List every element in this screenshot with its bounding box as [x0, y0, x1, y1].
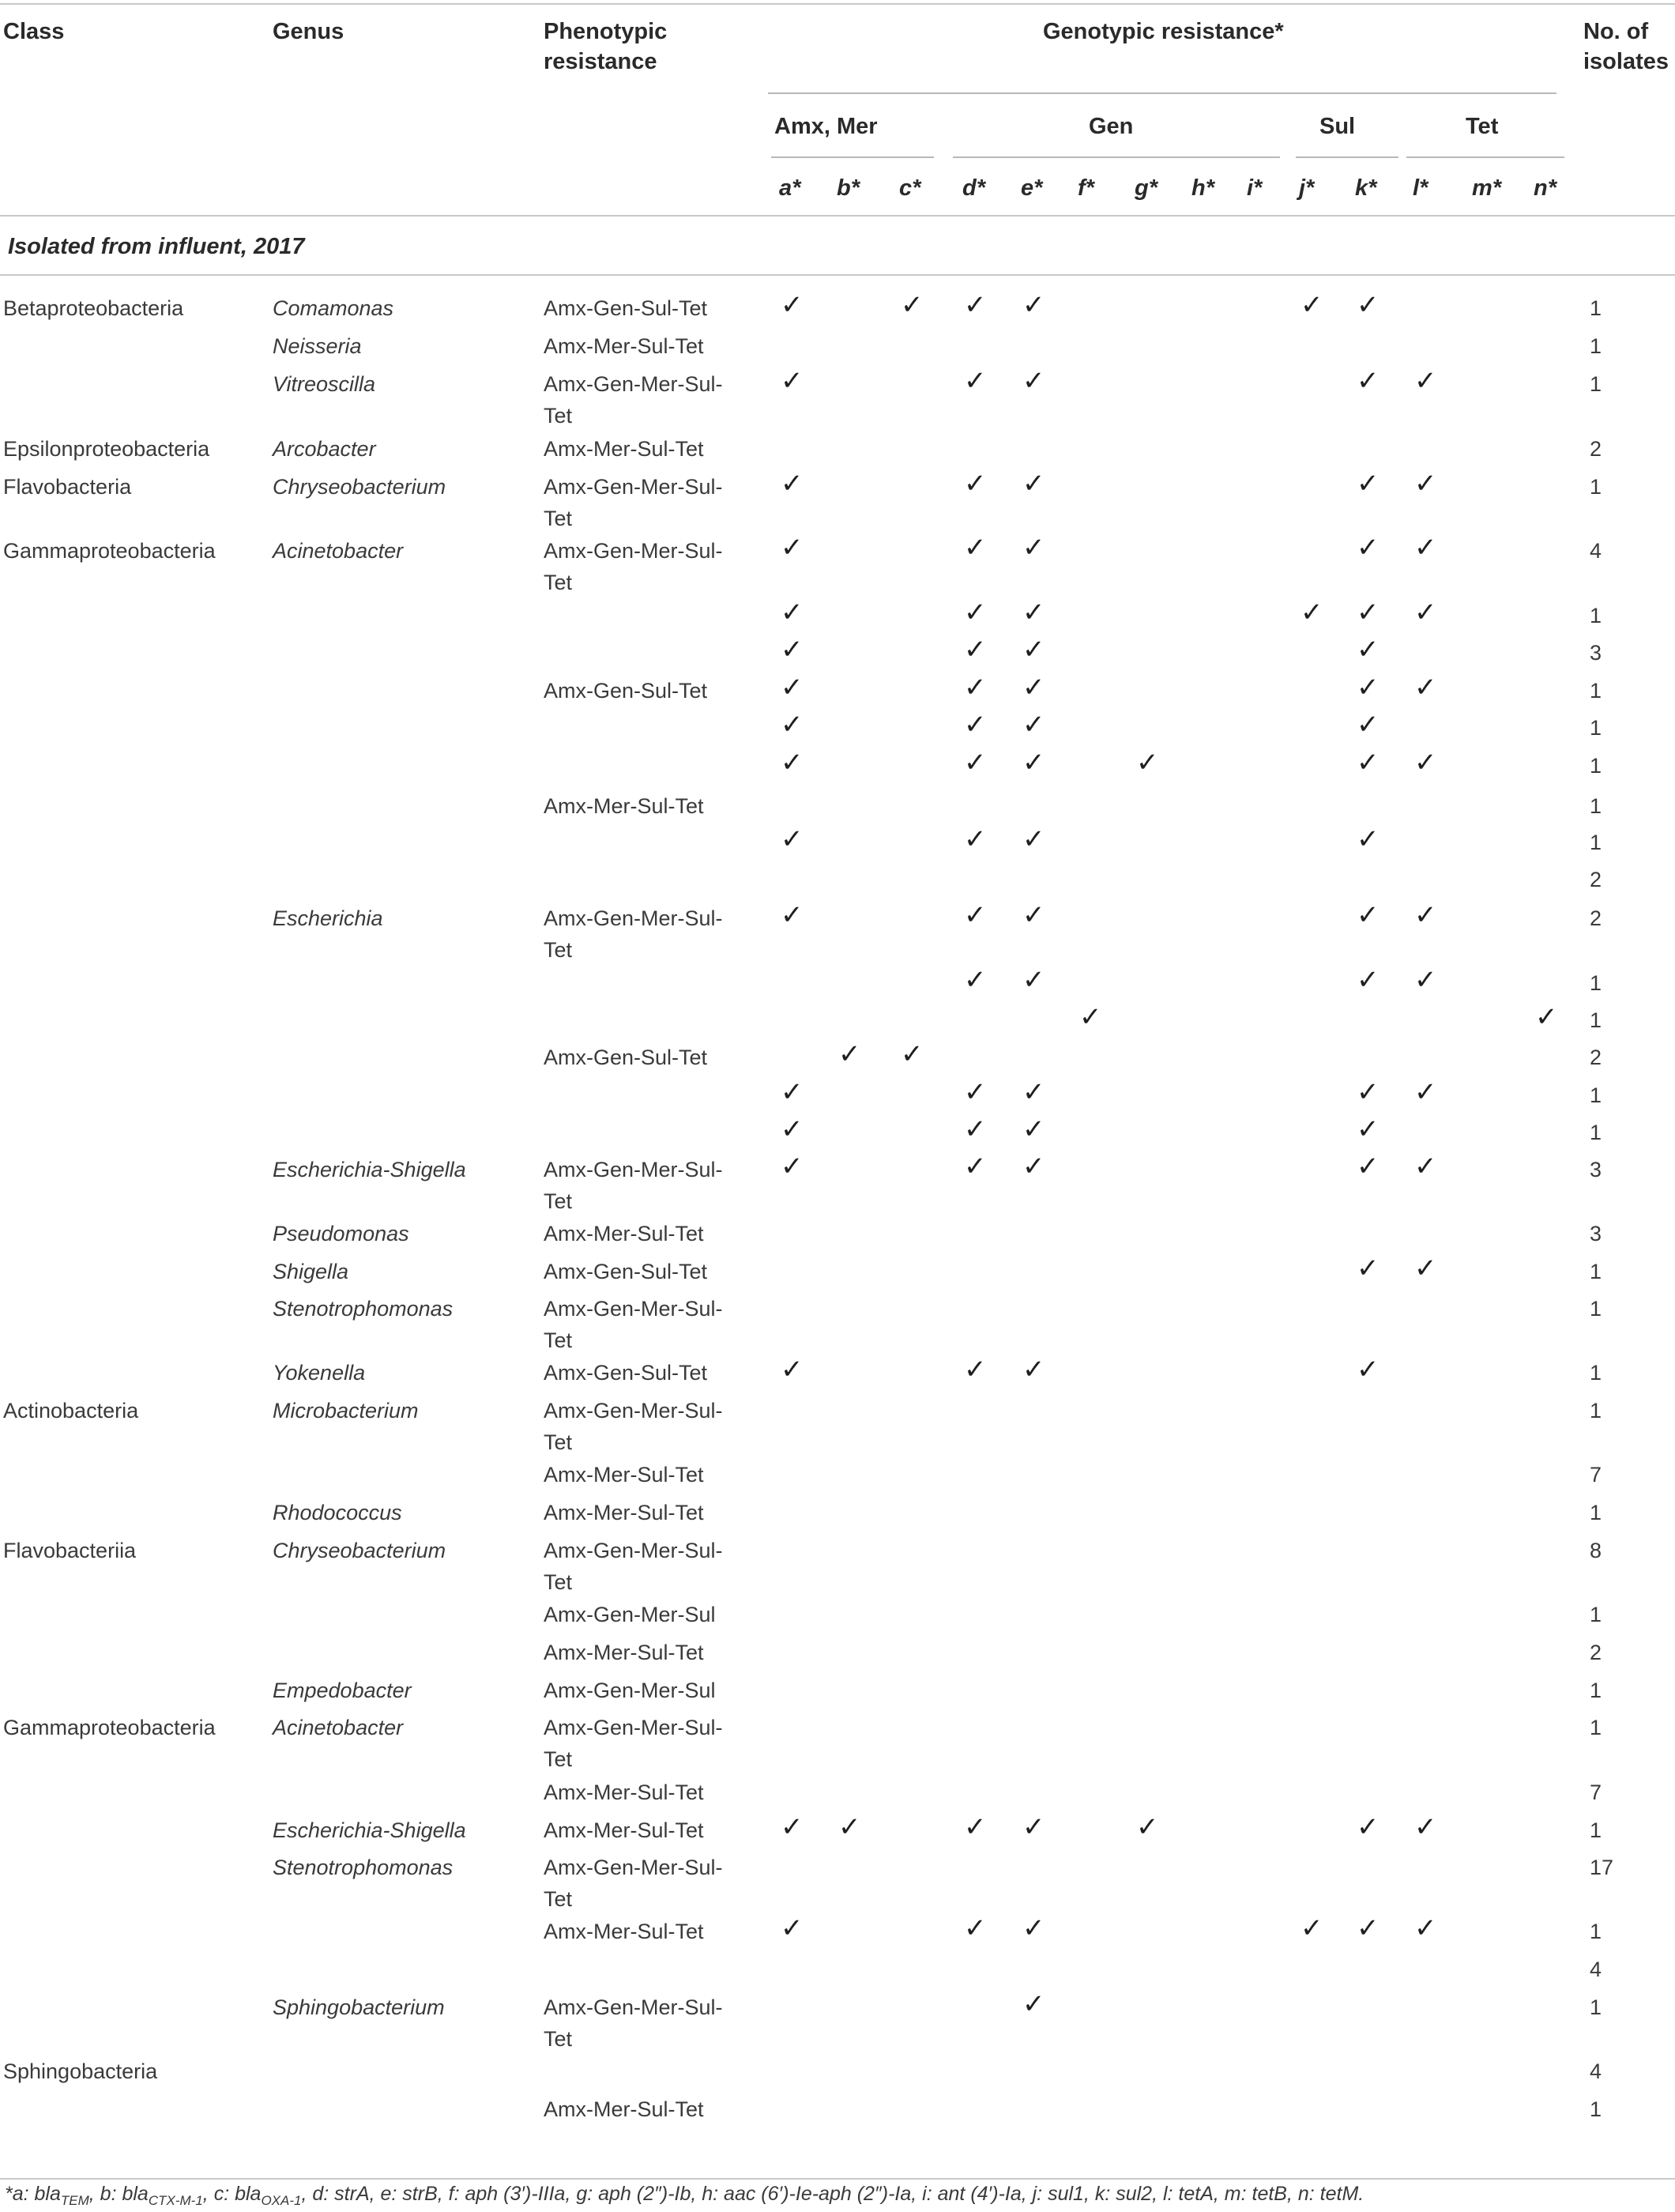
check-mark-c: ✓: [901, 1039, 924, 1069]
check-mark-a: ✓: [781, 1913, 804, 1943]
row-phenotype: Amx-Gen-Mer-Sul-: [544, 1399, 723, 1423]
row-isolate-count: 1: [1590, 1121, 1602, 1144]
group-underline-amx-mer: [771, 156, 934, 158]
check-mark-g: ✓: [1136, 1812, 1159, 1842]
check-mark-a: ✓: [781, 1355, 804, 1385]
gene-header-l: l*: [1413, 175, 1428, 201]
row-genus: Chryseobacterium: [273, 1539, 446, 1562]
row-isolate-count: 2: [1590, 868, 1602, 891]
group-sul: Sul: [1319, 114, 1356, 139]
row-phenotype: Amx-Mer-Sul-Tet: [544, 334, 704, 358]
check-mark-d: ✓: [964, 1114, 987, 1144]
row-isolate-count: 1: [1590, 1260, 1602, 1283]
check-mark-e: ✓: [1022, 1077, 1045, 1107]
check-mark-d: ✓: [964, 597, 987, 627]
check-mark-n: ✓: [1535, 1002, 1558, 1032]
row-phenotype: Amx-Gen-Mer-Sul-: [544, 1158, 723, 1181]
check-mark-k: ✓: [1357, 1913, 1380, 1943]
row-isolate-count: 8: [1590, 1539, 1602, 1562]
row-genus: Escherichia-Shigella: [273, 1818, 466, 1842]
check-mark-l: ✓: [1414, 366, 1437, 396]
row-genus: Empedobacter: [273, 1679, 412, 1702]
check-mark-d: ✓: [964, 533, 987, 563]
check-mark-k: ✓: [1357, 1077, 1380, 1107]
row-class: Gammaproteobacteria: [3, 539, 216, 563]
row-phenotype: Tet: [544, 1328, 573, 1352]
check-mark-l: ✓: [1414, 533, 1437, 563]
row-isolate-count: 3: [1590, 641, 1602, 665]
row-isolate-count: 1: [1590, 971, 1602, 995]
row-phenotype: Amx-Mer-Sul-Tet: [544, 1920, 704, 1943]
gene-header-k: k*: [1355, 175, 1377, 201]
check-mark-k: ✓: [1357, 1114, 1380, 1144]
group-underline-sul: [1296, 156, 1398, 158]
row-phenotype: Amx-Mer-Sul-Tet: [544, 1818, 704, 1842]
row-isolate-count: 1: [1590, 716, 1602, 740]
check-mark-e: ✓: [1022, 635, 1045, 665]
row-class: Sphingobacteria: [3, 2059, 158, 2083]
check-mark-a: ✓: [781, 1077, 804, 1107]
header-bottom-rule: [0, 215, 1675, 217]
row-isolate-count: 1: [1590, 372, 1602, 396]
row-phenotype: Amx-Gen-Mer-Sul-: [544, 1716, 723, 1739]
section-label: Isolated from influent, 2017: [8, 234, 305, 259]
row-phenotype: Amx-Gen-Sul-Tet: [544, 1046, 708, 1069]
check-mark-k: ✓: [1357, 597, 1380, 627]
row-isolate-count: 7: [1590, 1463, 1602, 1487]
check-mark-a: ✓: [781, 748, 804, 778]
row-isolate-count: 1: [1590, 604, 1602, 627]
check-mark-k: ✓: [1357, 469, 1380, 499]
row-isolate-count: 17: [1590, 1856, 1614, 1879]
check-mark-e: ✓: [1022, 290, 1045, 320]
row-phenotype: Amx-Mer-Sul-Tet: [544, 1641, 704, 1664]
check-mark-j: ✓: [1300, 1913, 1323, 1943]
row-class: Betaproteobacteria: [3, 296, 184, 320]
section-rule: [0, 274, 1675, 276]
check-mark-c: ✓: [901, 290, 924, 320]
check-mark-a: ✓: [781, 824, 804, 854]
header-phenotypic-line2: resistance: [544, 49, 657, 74]
check-mark-d: ✓: [964, 366, 987, 396]
check-mark-k: ✓: [1357, 290, 1380, 320]
check-mark-d: ✓: [964, 748, 987, 778]
header-phenotypic-line1: Phenotypic: [544, 19, 668, 44]
gene-header-f: f*: [1078, 175, 1094, 201]
row-phenotype: Tet: [544, 1430, 573, 1454]
footnote: *a: bla$_{TEM}$, b: bla$_{CTX-M-1}$, c: bla$_{OXA-1}$, d: strA, e: strB, f: aph (3′)-IIIa, g: aph (2″)-Ib, h: aac (6′)-Ie-aph (2″)-Ia, i: ant (4′)-Ia, j: sul1, k: sul2, l: tetA, m: tetB, n: tetM.: [5, 2183, 1364, 2208]
row-isolate-count: 2: [1590, 437, 1602, 461]
gene-header-e: e*: [1021, 175, 1043, 201]
row-phenotype: Amx-Mer-Sul-Tet: [544, 794, 704, 818]
check-mark-e: ✓: [1022, 965, 1045, 995]
check-mark-a: ✓: [781, 366, 804, 396]
check-mark-e: ✓: [1022, 748, 1045, 778]
row-phenotype: Amx-Gen-Sul-Tet: [544, 296, 708, 320]
row-genus: Escherichia-Shigella: [273, 1158, 466, 1181]
check-mark-e: ✓: [1022, 469, 1045, 499]
check-mark-l: ✓: [1414, 1812, 1437, 1842]
row-genus: Yokenella: [273, 1361, 366, 1385]
header-isolates-line1: No. of: [1583, 19, 1649, 44]
row-phenotype: Tet: [544, 1189, 573, 1213]
row-isolate-count: 1: [1590, 1008, 1602, 1032]
row-phenotype: Amx-Gen-Mer-Sul: [544, 1603, 716, 1626]
check-mark-e: ✓: [1022, 366, 1045, 396]
row-phenotype: Amx-Mer-Sul-Tet: [544, 2097, 704, 2121]
row-isolate-count: 1: [1590, 1995, 1602, 2019]
row-isolate-count: 4: [1590, 539, 1602, 563]
check-mark-d: ✓: [964, 824, 987, 854]
row-isolate-count: 1: [1590, 1716, 1602, 1739]
row-genus: Rhodococcus: [273, 1501, 402, 1524]
gene-header-n: n*: [1534, 175, 1556, 201]
group-underline-gen: [953, 156, 1280, 158]
check-mark-l: ✓: [1414, 1913, 1437, 1943]
check-mark-j: ✓: [1300, 290, 1323, 320]
check-mark-d: ✓: [964, 469, 987, 499]
check-mark-k: ✓: [1357, 824, 1380, 854]
check-mark-a: ✓: [781, 533, 804, 563]
check-mark-l: ✓: [1414, 965, 1437, 995]
check-mark-k: ✓: [1357, 748, 1380, 778]
check-mark-k: ✓: [1357, 710, 1380, 740]
check-mark-e: ✓: [1022, 1989, 1045, 2019]
check-mark-e: ✓: [1022, 533, 1045, 563]
group-underline-tet: [1406, 156, 1564, 158]
check-mark-e: ✓: [1022, 1355, 1045, 1385]
group-tet: Tet: [1466, 114, 1499, 139]
check-mark-d: ✓: [964, 1355, 987, 1385]
check-mark-e: ✓: [1022, 597, 1045, 627]
row-isolate-count: 1: [1590, 1920, 1602, 1943]
row-isolate-count: 3: [1590, 1158, 1602, 1181]
genotypic-underline: [768, 92, 1556, 94]
row-phenotype: Amx-Gen-Mer-Sul-: [544, 372, 723, 396]
check-mark-d: ✓: [964, 1077, 987, 1107]
row-isolate-count: 1: [1590, 1399, 1602, 1423]
row-isolate-count: 2: [1590, 1046, 1602, 1069]
row-isolate-count: 1: [1590, 1083, 1602, 1107]
check-mark-k: ✓: [1357, 635, 1380, 665]
row-genus: Acinetobacter: [273, 539, 404, 563]
group-amx-mer: Amx, Mer: [774, 114, 878, 139]
row-isolate-count: 3: [1590, 1222, 1602, 1245]
gene-header-j: j*: [1299, 175, 1315, 201]
row-isolate-count: 1: [1590, 679, 1602, 703]
check-mark-d: ✓: [964, 1913, 987, 1943]
row-isolate-count: 1: [1590, 334, 1602, 358]
check-mark-k: ✓: [1357, 1812, 1380, 1842]
check-mark-a: ✓: [781, 290, 804, 320]
check-mark-k: ✓: [1357, 1253, 1380, 1283]
row-genus: Acinetobacter: [273, 1716, 404, 1739]
check-mark-b: ✓: [838, 1812, 861, 1842]
row-phenotype: Tet: [544, 1887, 573, 1911]
row-class: Epsilonproteobacteria: [3, 437, 210, 461]
check-mark-a: ✓: [781, 710, 804, 740]
check-mark-l: ✓: [1414, 597, 1437, 627]
check-mark-d: ✓: [964, 965, 987, 995]
check-mark-k: ✓: [1357, 1151, 1380, 1181]
row-isolate-count: 4: [1590, 1958, 1602, 1981]
check-mark-d: ✓: [964, 1812, 987, 1842]
check-mark-l: ✓: [1414, 900, 1437, 930]
check-mark-e: ✓: [1022, 1913, 1045, 1943]
row-isolate-count: 7: [1590, 1781, 1602, 1804]
check-mark-k: ✓: [1357, 965, 1380, 995]
header-class: Class: [3, 19, 65, 44]
check-mark-k: ✓: [1357, 1355, 1380, 1385]
row-isolate-count: 1: [1590, 831, 1602, 854]
row-isolate-count: 1: [1590, 1818, 1602, 1842]
check-mark-k: ✓: [1357, 900, 1380, 930]
check-mark-a: ✓: [781, 635, 804, 665]
row-class: Flavobacteria: [3, 475, 132, 499]
gene-header-d: d*: [962, 175, 985, 201]
row-isolate-count: 2: [1590, 1641, 1602, 1664]
row-genus: Neisseria: [273, 334, 362, 358]
row-isolate-count: 1: [1590, 1501, 1602, 1524]
row-phenotype: Amx-Gen-Mer-Sul-: [544, 1297, 723, 1321]
check-mark-e: ✓: [1022, 824, 1045, 854]
check-mark-k: ✓: [1357, 366, 1380, 396]
row-class: Flavobacteriia: [3, 1539, 137, 1562]
row-genus: Stenotrophomonas: [273, 1856, 454, 1879]
check-mark-a: ✓: [781, 1151, 804, 1181]
row-isolate-count: 1: [1590, 296, 1602, 320]
row-genus: Chryseobacterium: [273, 475, 446, 499]
check-mark-a: ✓: [781, 1114, 804, 1144]
gene-header-b: b*: [837, 175, 860, 201]
check-mark-l: ✓: [1414, 1151, 1437, 1181]
row-phenotype: Tet: [544, 1747, 573, 1771]
row-genus: Vitreoscilla: [273, 372, 376, 396]
check-mark-b: ✓: [838, 1039, 861, 1069]
bottom-rule: [0, 2178, 1675, 2180]
check-mark-j: ✓: [1300, 597, 1323, 627]
row-genus: Microbacterium: [273, 1399, 419, 1423]
row-isolate-count: 1: [1590, 1297, 1602, 1321]
check-mark-l: ✓: [1414, 1253, 1437, 1283]
check-mark-d: ✓: [964, 900, 987, 930]
row-phenotype: Amx-Gen-Sul-Tet: [544, 679, 708, 703]
row-phenotype: Tet: [544, 938, 573, 962]
row-genus: Escherichia: [273, 906, 383, 930]
check-mark-a: ✓: [781, 469, 804, 499]
row-isolate-count: 1: [1590, 1603, 1602, 1626]
row-class: Gammaproteobacteria: [3, 1716, 216, 1739]
row-isolate-count: 1: [1590, 754, 1602, 778]
check-mark-l: ✓: [1414, 1077, 1437, 1107]
check-mark-e: ✓: [1022, 1151, 1045, 1181]
row-genus: Arcobacter: [273, 437, 376, 461]
check-mark-e: ✓: [1022, 1114, 1045, 1144]
check-mark-a: ✓: [781, 597, 804, 627]
gene-header-c: c*: [899, 175, 921, 201]
top-rule: [0, 3, 1675, 5]
row-phenotype: Amx-Gen-Mer-Sul-: [544, 906, 723, 930]
row-phenotype: Amx-Mer-Sul-Tet: [544, 437, 704, 461]
row-isolate-count: 1: [1590, 794, 1602, 818]
gene-header-m: m*: [1472, 175, 1502, 201]
check-mark-l: ✓: [1414, 748, 1437, 778]
check-mark-d: ✓: [964, 290, 987, 320]
header-genus: Genus: [273, 19, 344, 44]
check-mark-g: ✓: [1136, 748, 1159, 778]
check-mark-l: ✓: [1414, 469, 1437, 499]
row-phenotype: Amx-Gen-Mer-Sul-: [544, 1539, 723, 1562]
row-phenotype: Amx-Mer-Sul-Tet: [544, 1501, 704, 1524]
gene-header-g: g*: [1135, 175, 1157, 201]
row-genus: Pseudomonas: [273, 1222, 409, 1245]
row-isolate-count: 4: [1590, 2059, 1602, 2083]
row-isolate-count: 1: [1590, 1361, 1602, 1385]
row-phenotype: Amx-Gen-Mer-Sul-: [544, 1995, 723, 2019]
check-mark-a: ✓: [781, 1812, 804, 1842]
row-phenotype: Amx-Gen-Sul-Tet: [544, 1260, 708, 1283]
check-mark-f: ✓: [1079, 1002, 1102, 1032]
check-mark-e: ✓: [1022, 1812, 1045, 1842]
row-class: Actinobacteria: [3, 1399, 139, 1423]
check-mark-d: ✓: [964, 710, 987, 740]
row-phenotype: Amx-Gen-Mer-Sul-: [544, 475, 723, 499]
row-genus: Shigella: [273, 1260, 349, 1283]
row-phenotype: Amx-Gen-Sul-Tet: [544, 1361, 708, 1385]
row-isolate-count: 1: [1590, 475, 1602, 499]
row-phenotype: Tet: [544, 571, 573, 594]
check-mark-e: ✓: [1022, 673, 1045, 703]
row-phenotype: Amx-Gen-Mer-Sul-: [544, 539, 723, 563]
row-phenotype: Amx-Mer-Sul-Tet: [544, 1222, 704, 1245]
check-mark-e: ✓: [1022, 900, 1045, 930]
check-mark-a: ✓: [781, 900, 804, 930]
check-mark-d: ✓: [964, 673, 987, 703]
check-mark-e: ✓: [1022, 710, 1045, 740]
header-genotypic: Genotypic resistance*: [1043, 19, 1284, 44]
row-genus: Stenotrophomonas: [273, 1297, 454, 1321]
gene-header-a: a*: [779, 175, 801, 201]
row-phenotype: Amx-Gen-Mer-Sul: [544, 1679, 716, 1702]
row-phenotype: Amx-Mer-Sul-Tet: [544, 1781, 704, 1804]
gene-header-h: h*: [1191, 175, 1214, 201]
row-isolate-count: 1: [1590, 2097, 1602, 2121]
row-genus: Comamonas: [273, 296, 394, 320]
header-isolates-line2: isolates: [1583, 49, 1669, 74]
check-mark-d: ✓: [964, 1151, 987, 1181]
row-phenotype: Amx-Gen-Mer-Sul-: [544, 1856, 723, 1879]
check-mark-k: ✓: [1357, 533, 1380, 563]
gene-header-i: i*: [1247, 175, 1263, 201]
row-phenotype: Tet: [544, 404, 573, 428]
check-mark-a: ✓: [781, 673, 804, 703]
check-mark-d: ✓: [964, 635, 987, 665]
check-mark-k: ✓: [1357, 673, 1380, 703]
row-isolate-count: 1: [1590, 1679, 1602, 1702]
row-genus: Sphingobacterium: [273, 1995, 445, 2019]
row-phenotype: Amx-Mer-Sul-Tet: [544, 1463, 704, 1487]
row-phenotype: Tet: [544, 2027, 573, 2051]
row-phenotype: Tet: [544, 1570, 573, 1594]
group-gen: Gen: [1089, 114, 1134, 139]
check-mark-l: ✓: [1414, 673, 1437, 703]
row-isolate-count: 2: [1590, 906, 1602, 930]
row-phenotype: Tet: [544, 507, 573, 530]
